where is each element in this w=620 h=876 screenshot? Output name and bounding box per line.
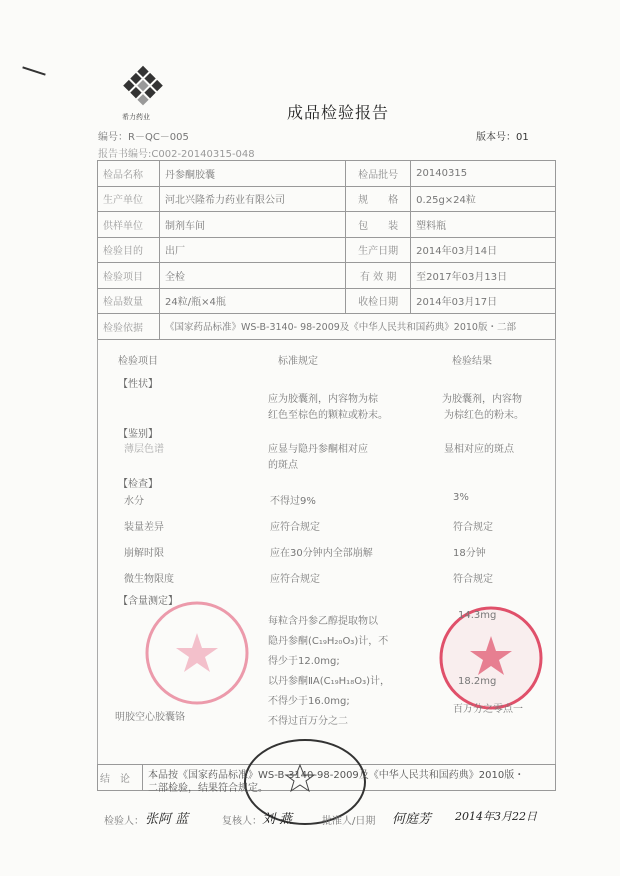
inspection-item: 崩解时限 [124, 548, 164, 559]
version-number: 版本号：01 [476, 132, 529, 143]
approver-label: 批准人/日期 [322, 816, 376, 827]
field-value: 20140315 [411, 161, 556, 187]
field-value: 出厂 [160, 237, 346, 263]
conclusion-line-2: 二部检验，结果符合规定。 [148, 783, 268, 794]
field-value: 2014年03月17日 [411, 288, 556, 314]
inspection-item: 水分 [124, 496, 144, 507]
field-label: 检品名称 [98, 161, 160, 187]
assay-standard-line: 不得过百万分之二 [268, 716, 348, 727]
section-identification: 【鉴别】 [118, 429, 158, 440]
field-value: 制剂车间 [160, 212, 346, 238]
field-label: 检验项目 [98, 263, 160, 289]
col-header-result: 检验结果 [452, 356, 492, 367]
assay-standard-line: 隐丹参酮(C₁₉H₂₀O₃)计，不 [268, 636, 389, 647]
inspection-standard: 应符合规定 [270, 522, 320, 533]
tlc-item: 薄层色谱 [124, 444, 164, 455]
company-stamp-left [142, 598, 252, 708]
assay-result-2: 18.2mg [458, 676, 497, 687]
field-label: 规 格 [346, 186, 411, 212]
info-row [98, 161, 556, 187]
basis-row [98, 314, 556, 340]
field-label: 生产单位 [98, 186, 160, 212]
assay-standard-line: 得少于12.0mg; [268, 656, 340, 667]
field-label: 检品数量 [98, 288, 160, 314]
character-std-1: 应为胶囊剂，内容物为棕 [268, 394, 378, 405]
reviewer-label: 复核人： [222, 816, 262, 827]
field-value: 塑料瓶 [411, 212, 556, 238]
capsule-item: 明胶空心胶囊铬 [115, 712, 185, 723]
info-row [98, 212, 556, 238]
inspection-item: 微生物限度 [124, 574, 174, 585]
report-number: 报告书编号:C002-20140315-048 [98, 149, 255, 160]
inspection-result: 3% [453, 492, 469, 503]
section-inspection: 【检查】 [118, 479, 158, 490]
inspection-standard: 应在30分钟内全部崩解 [270, 548, 373, 559]
tlc-std-2: 的斑点 [268, 460, 298, 471]
character-std-2: 红色至棕色的颗粒或粉末。 [268, 410, 388, 421]
field-label: 供样单位 [98, 212, 160, 238]
approver-signature: 何庭芳 [392, 812, 432, 827]
col-header-standard: 标准规定 [278, 356, 318, 367]
conclusion-line-1: 本品按《国家药品标准》WS-B-3140-98-2009及《中华人民共和国药典》2010版・ [148, 770, 525, 781]
scan-mark [22, 66, 45, 75]
character-res-1: 为胶囊剂，内容物 [442, 394, 522, 405]
info-row [98, 263, 556, 289]
inspection-standard: 不得过9% [270, 496, 316, 507]
assay-result-1: 14.3mg [458, 610, 497, 621]
field-value: 河北兴隆希力药业有限公司 [160, 186, 346, 212]
inspection-item: 装量差异 [124, 522, 164, 533]
tlc-std-1: 应显与隐丹参酮相对应 [268, 444, 368, 455]
field-value: 2014年03月14日 [411, 237, 556, 263]
section-character: 【性状】 [118, 379, 158, 390]
info-row [98, 237, 556, 263]
conclusion-label: 结论 [100, 774, 140, 785]
info-row [98, 186, 556, 212]
field-value: 至2017年03月13日 [411, 263, 556, 289]
divider [142, 764, 143, 791]
inspection-standard: 应符合规定 [270, 574, 320, 585]
assay-standard-line: 每粒含丹参乙醇提取物以 [268, 616, 378, 627]
basis-value: 《国家药品标准》WS-B-3140- 98-2009及《中华人民共和国药典》2010版・二部 [160, 314, 556, 340]
doc-number: 编号：R－QC－005 [98, 132, 189, 143]
info-row [98, 288, 556, 314]
approval-date: 2014年3月22日 [455, 810, 537, 823]
logo-text: 希力药业 [122, 113, 150, 121]
field-label: 收检日期 [346, 288, 411, 314]
reviewer-signature: 刘 燕 [262, 812, 293, 827]
field-value: 丹参酮胶囊 [160, 161, 346, 187]
field-value: 全检 [160, 263, 346, 289]
field-value: 0.25g×24粒 [411, 186, 556, 212]
field-label: 检验目的 [98, 237, 160, 263]
page-title: 成品检验报告 [286, 103, 389, 122]
inspector-label: 检验人： [104, 816, 144, 827]
character-res-2: 为棕红色的粉末。 [444, 410, 524, 421]
basis-label: 检验依据 [98, 314, 160, 340]
inspection-result: 符合规定 [453, 522, 493, 533]
section-assay: 【含量测定】 [118, 596, 178, 607]
field-label: 包 装 [346, 212, 411, 238]
field-label: 有 效 期 [346, 263, 411, 289]
capsule-result: 百万分之零点一 [453, 704, 523, 715]
col-header-item: 检验项目 [118, 356, 158, 367]
field-label: 检品批号 [346, 161, 411, 187]
field-value: 24粒/瓶×4瓶 [160, 288, 346, 314]
tlc-res: 显相对应的斑点 [444, 444, 514, 455]
info-table [97, 160, 556, 340]
inspection-result: 符合规定 [453, 574, 493, 585]
field-label: 生产日期 [346, 237, 411, 263]
assay-standard-line: 不得少于16.0mg; [268, 696, 350, 707]
assay-standard-line: 以丹参酮ⅡA(C₁₉H₁₈O₃)计， [268, 676, 390, 687]
inspection-result: 18分钟 [453, 548, 486, 559]
inspector-signature: 张阿 蓝 [145, 812, 189, 827]
